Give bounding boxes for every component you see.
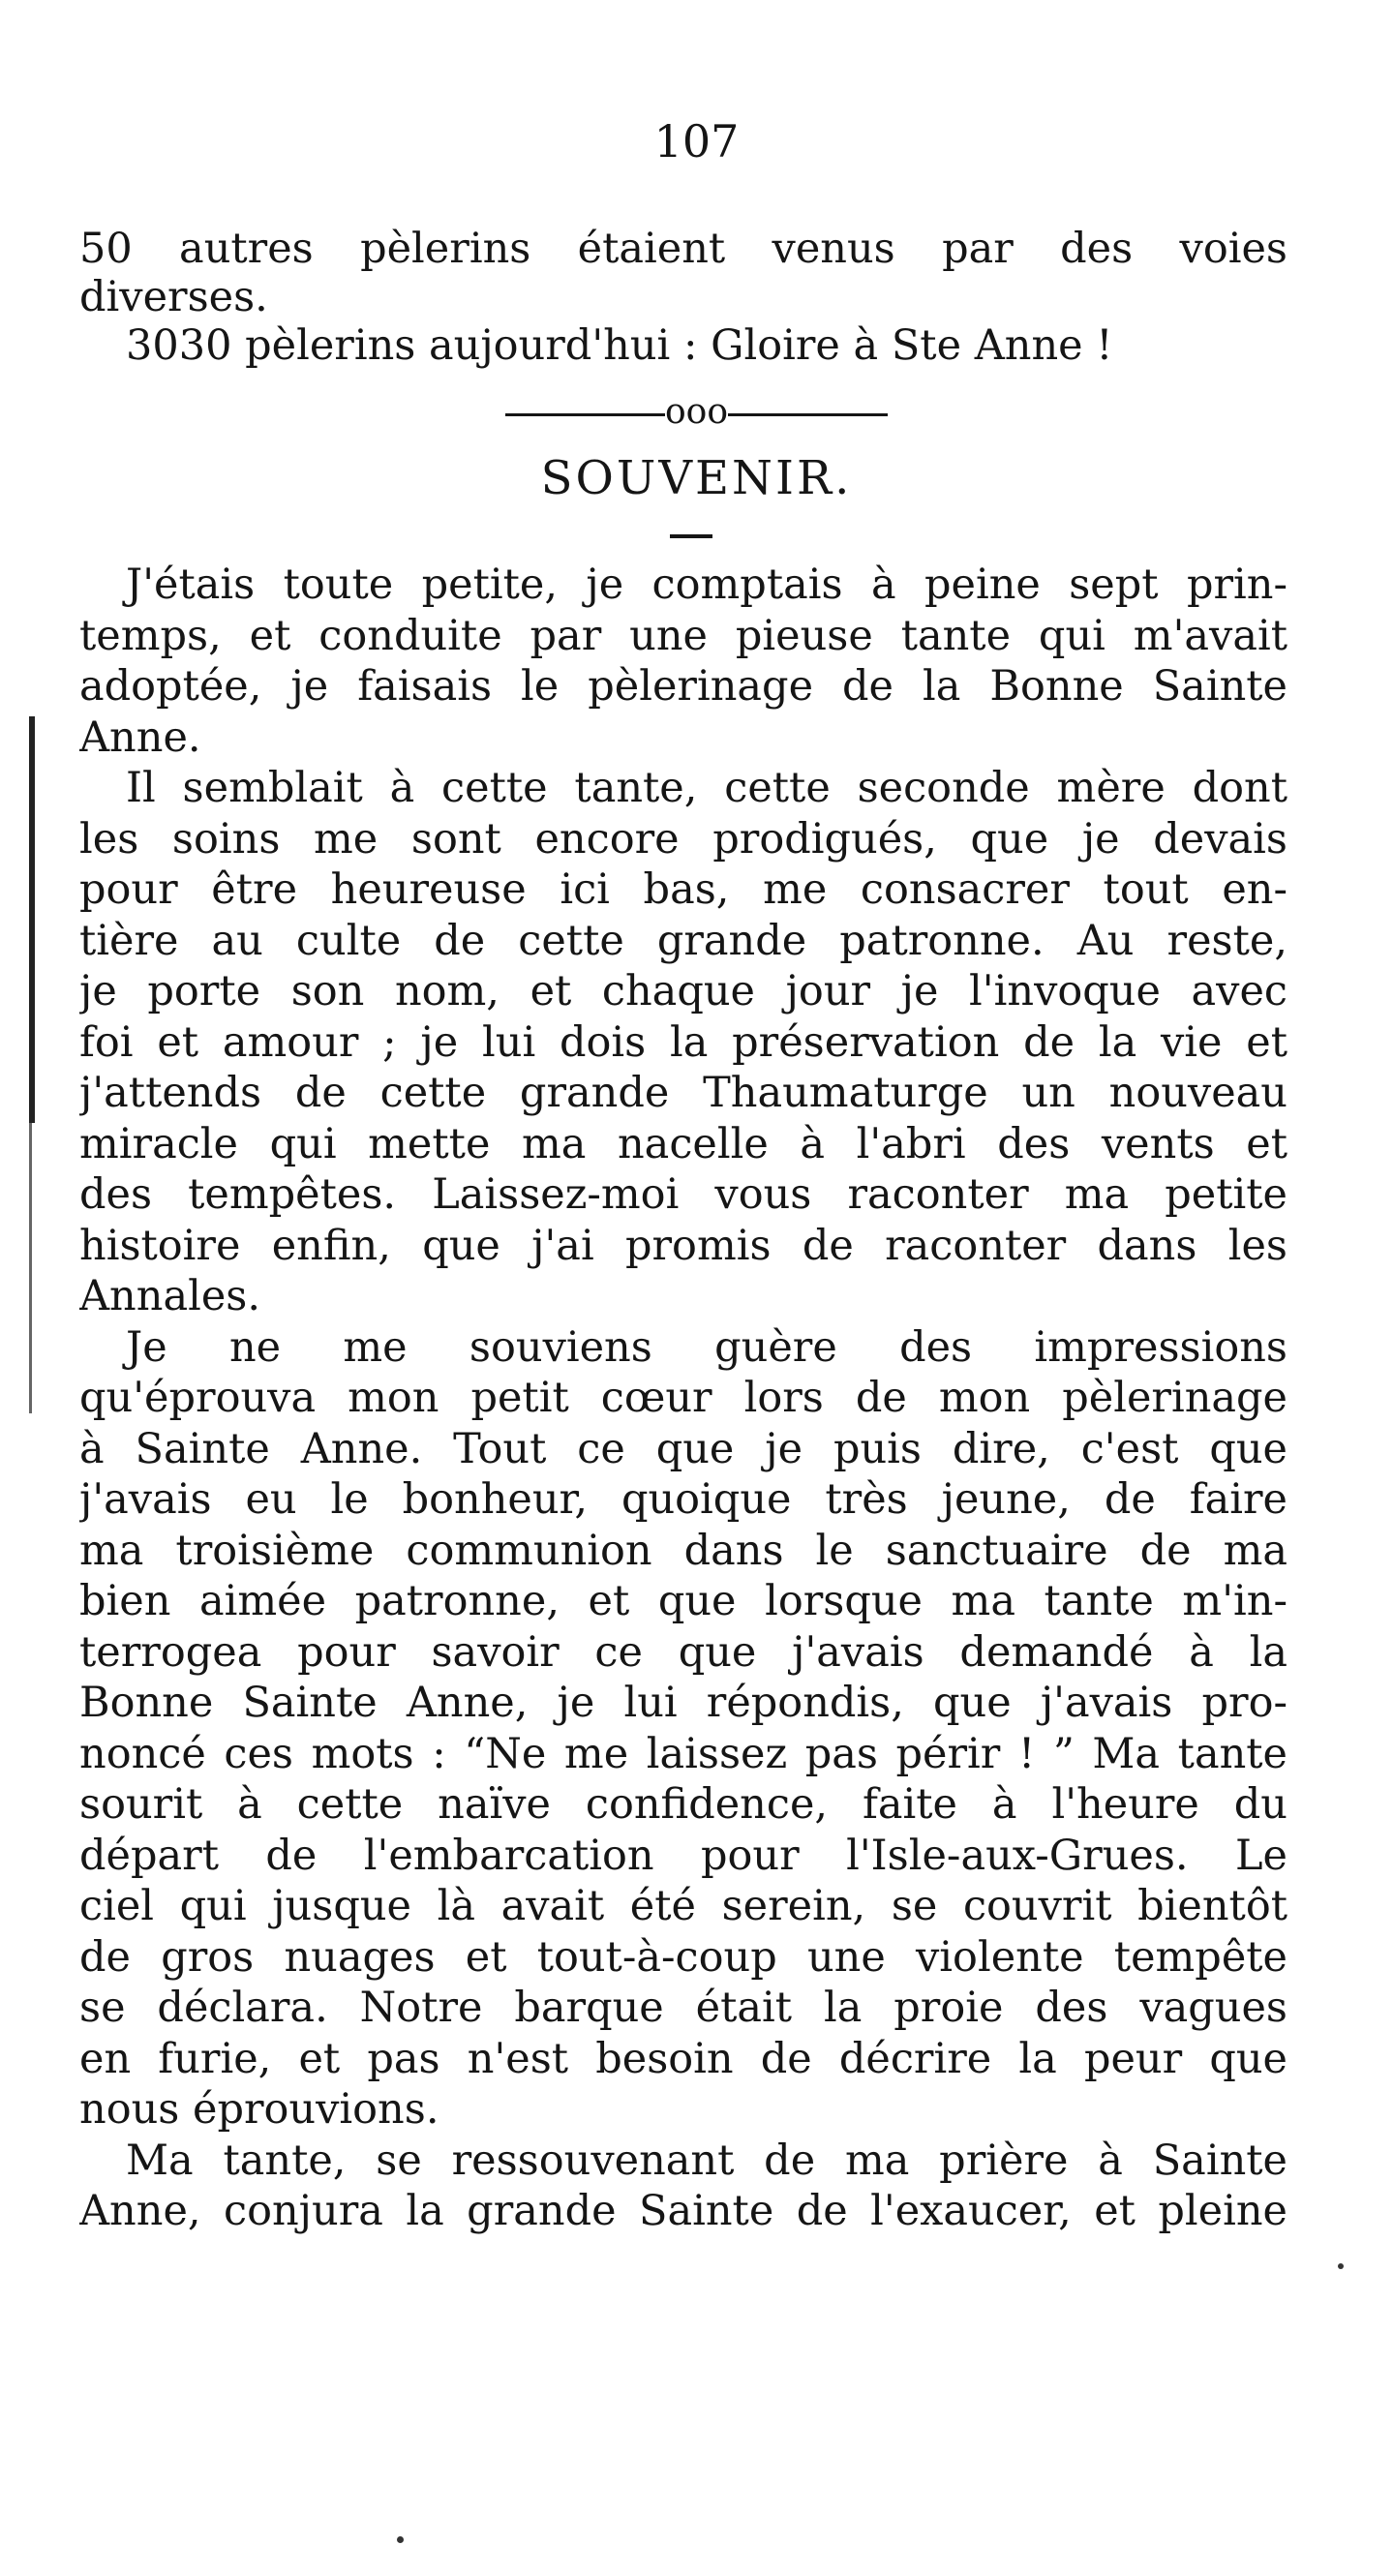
text-line: bien aimée patronne, et que lorsque ma tante m'in- <box>79 1577 1287 1625</box>
text-line: sourit à cette naïve confidence, faite à l'heure du <box>79 1780 1287 1829</box>
text-line: ciel qui jusque là avait été serein, se couvrit bientôt <box>79 1882 1287 1930</box>
text-line: j'attends de cette grande Thaumaturge un nouveau <box>79 1069 1287 1117</box>
text-line: ma troisième communion dans le sanctuaire de ma <box>79 1526 1287 1575</box>
text-line: Ma tante, se ressouvenant de ma prière à Sainte <box>126 2136 1287 2185</box>
text-line: j'avais eu le bonheur, quoique très jeune, de faire <box>79 1475 1287 1524</box>
text-line: foi et amour ; je lui dois la préservation de la vie et <box>79 1017 1287 1067</box>
text-line: nous éprouvions. <box>79 2085 439 2134</box>
section-title: SOUVENIR. <box>540 451 853 505</box>
text-line: pour être heureuse ici bas, me consacrer tout en- <box>79 865 1287 914</box>
separator-rule-left <box>505 413 665 416</box>
text-line: Annales. <box>79 1272 261 1320</box>
text-line: départ de l'embarcation pour l'Isle-aux-Grues. Le <box>79 1831 1287 1880</box>
text-line: Anne, conjura la grande Sainte de l'exaucer, et pleine <box>79 2187 1287 2235</box>
text-line: en furie, et pas n'est besoin de décrire la peur que <box>79 2034 1287 2083</box>
text-line: noncé ces mots : “Ne me laissez pas périr ! ” Ma tante <box>79 1729 1287 1778</box>
text-line: Je ne me souviens guère des impressions <box>126 1322 1287 1372</box>
text-line: tière au culte de cette grande patronne. Au reste, <box>79 916 1287 965</box>
ink-speck <box>397 2536 404 2543</box>
separator-mark: ooo <box>664 392 729 432</box>
text-line: Il semblait à cette tante, cette seconde mère dont <box>126 764 1287 812</box>
text-line: Bonne Sainte Anne, je lui répondis, que j'avais pro- <box>79 1679 1287 1727</box>
text-line: qu'éprouva mon petit cœur lors de mon pèlerinage <box>79 1374 1287 1422</box>
ink-speck <box>1338 2263 1344 2269</box>
intro-paragraph <box>79 225 1287 370</box>
text-line: terrogea pour savoir ce que j'avais demandé à la <box>79 1627 1287 1677</box>
text-line: des tempêtes. Laissez-moi vous raconter ma petite <box>79 1170 1287 1219</box>
text-line: à Sainte Anne. Tout ce que je puis dire, c'est que <box>79 1424 1287 1473</box>
text-line: histoire enfin, que j'ai promis de raconter dans les <box>79 1221 1287 1270</box>
text-line: adoptée, je faisais le pèlerinage de la Bonne Sainte <box>79 662 1287 711</box>
text-line: temps, et conduite par une pieuse tante qui m'avait <box>79 611 1287 660</box>
text-line: J'étais toute petite, je comptais à peine sept prin- <box>126 561 1287 609</box>
title-dash <box>670 534 712 538</box>
text-line: les soins me sont encore prodigués, que je devais <box>79 814 1287 864</box>
text-line: 3030 pèlerins aujourd'hui : Gloire à Ste Anne ! <box>126 321 1113 370</box>
body-text <box>79 560 1287 2237</box>
text-line: de gros nuages et tout-à-coup une violente tempête <box>79 1932 1287 1982</box>
text-line: diverses. <box>79 273 268 321</box>
margin-bar-thin <box>29 1123 32 1413</box>
text-line: 50 autres pèlerins étaient venus par des voies <box>79 225 1287 273</box>
separator-rule-right <box>728 413 888 416</box>
text-line: se déclara. Notre barque était la proie des vagues <box>79 1984 1287 2032</box>
separator-ornament <box>0 391 1393 434</box>
text-line: miracle qui mette ma nacelle à l'abri des vents et <box>79 1119 1287 1168</box>
margin-bar <box>29 716 35 1123</box>
text-line: Anne. <box>79 712 201 762</box>
text-line: je porte son nom, et chaque jour je l'invoque avec <box>79 967 1287 1015</box>
page-number: 107 <box>653 115 740 167</box>
